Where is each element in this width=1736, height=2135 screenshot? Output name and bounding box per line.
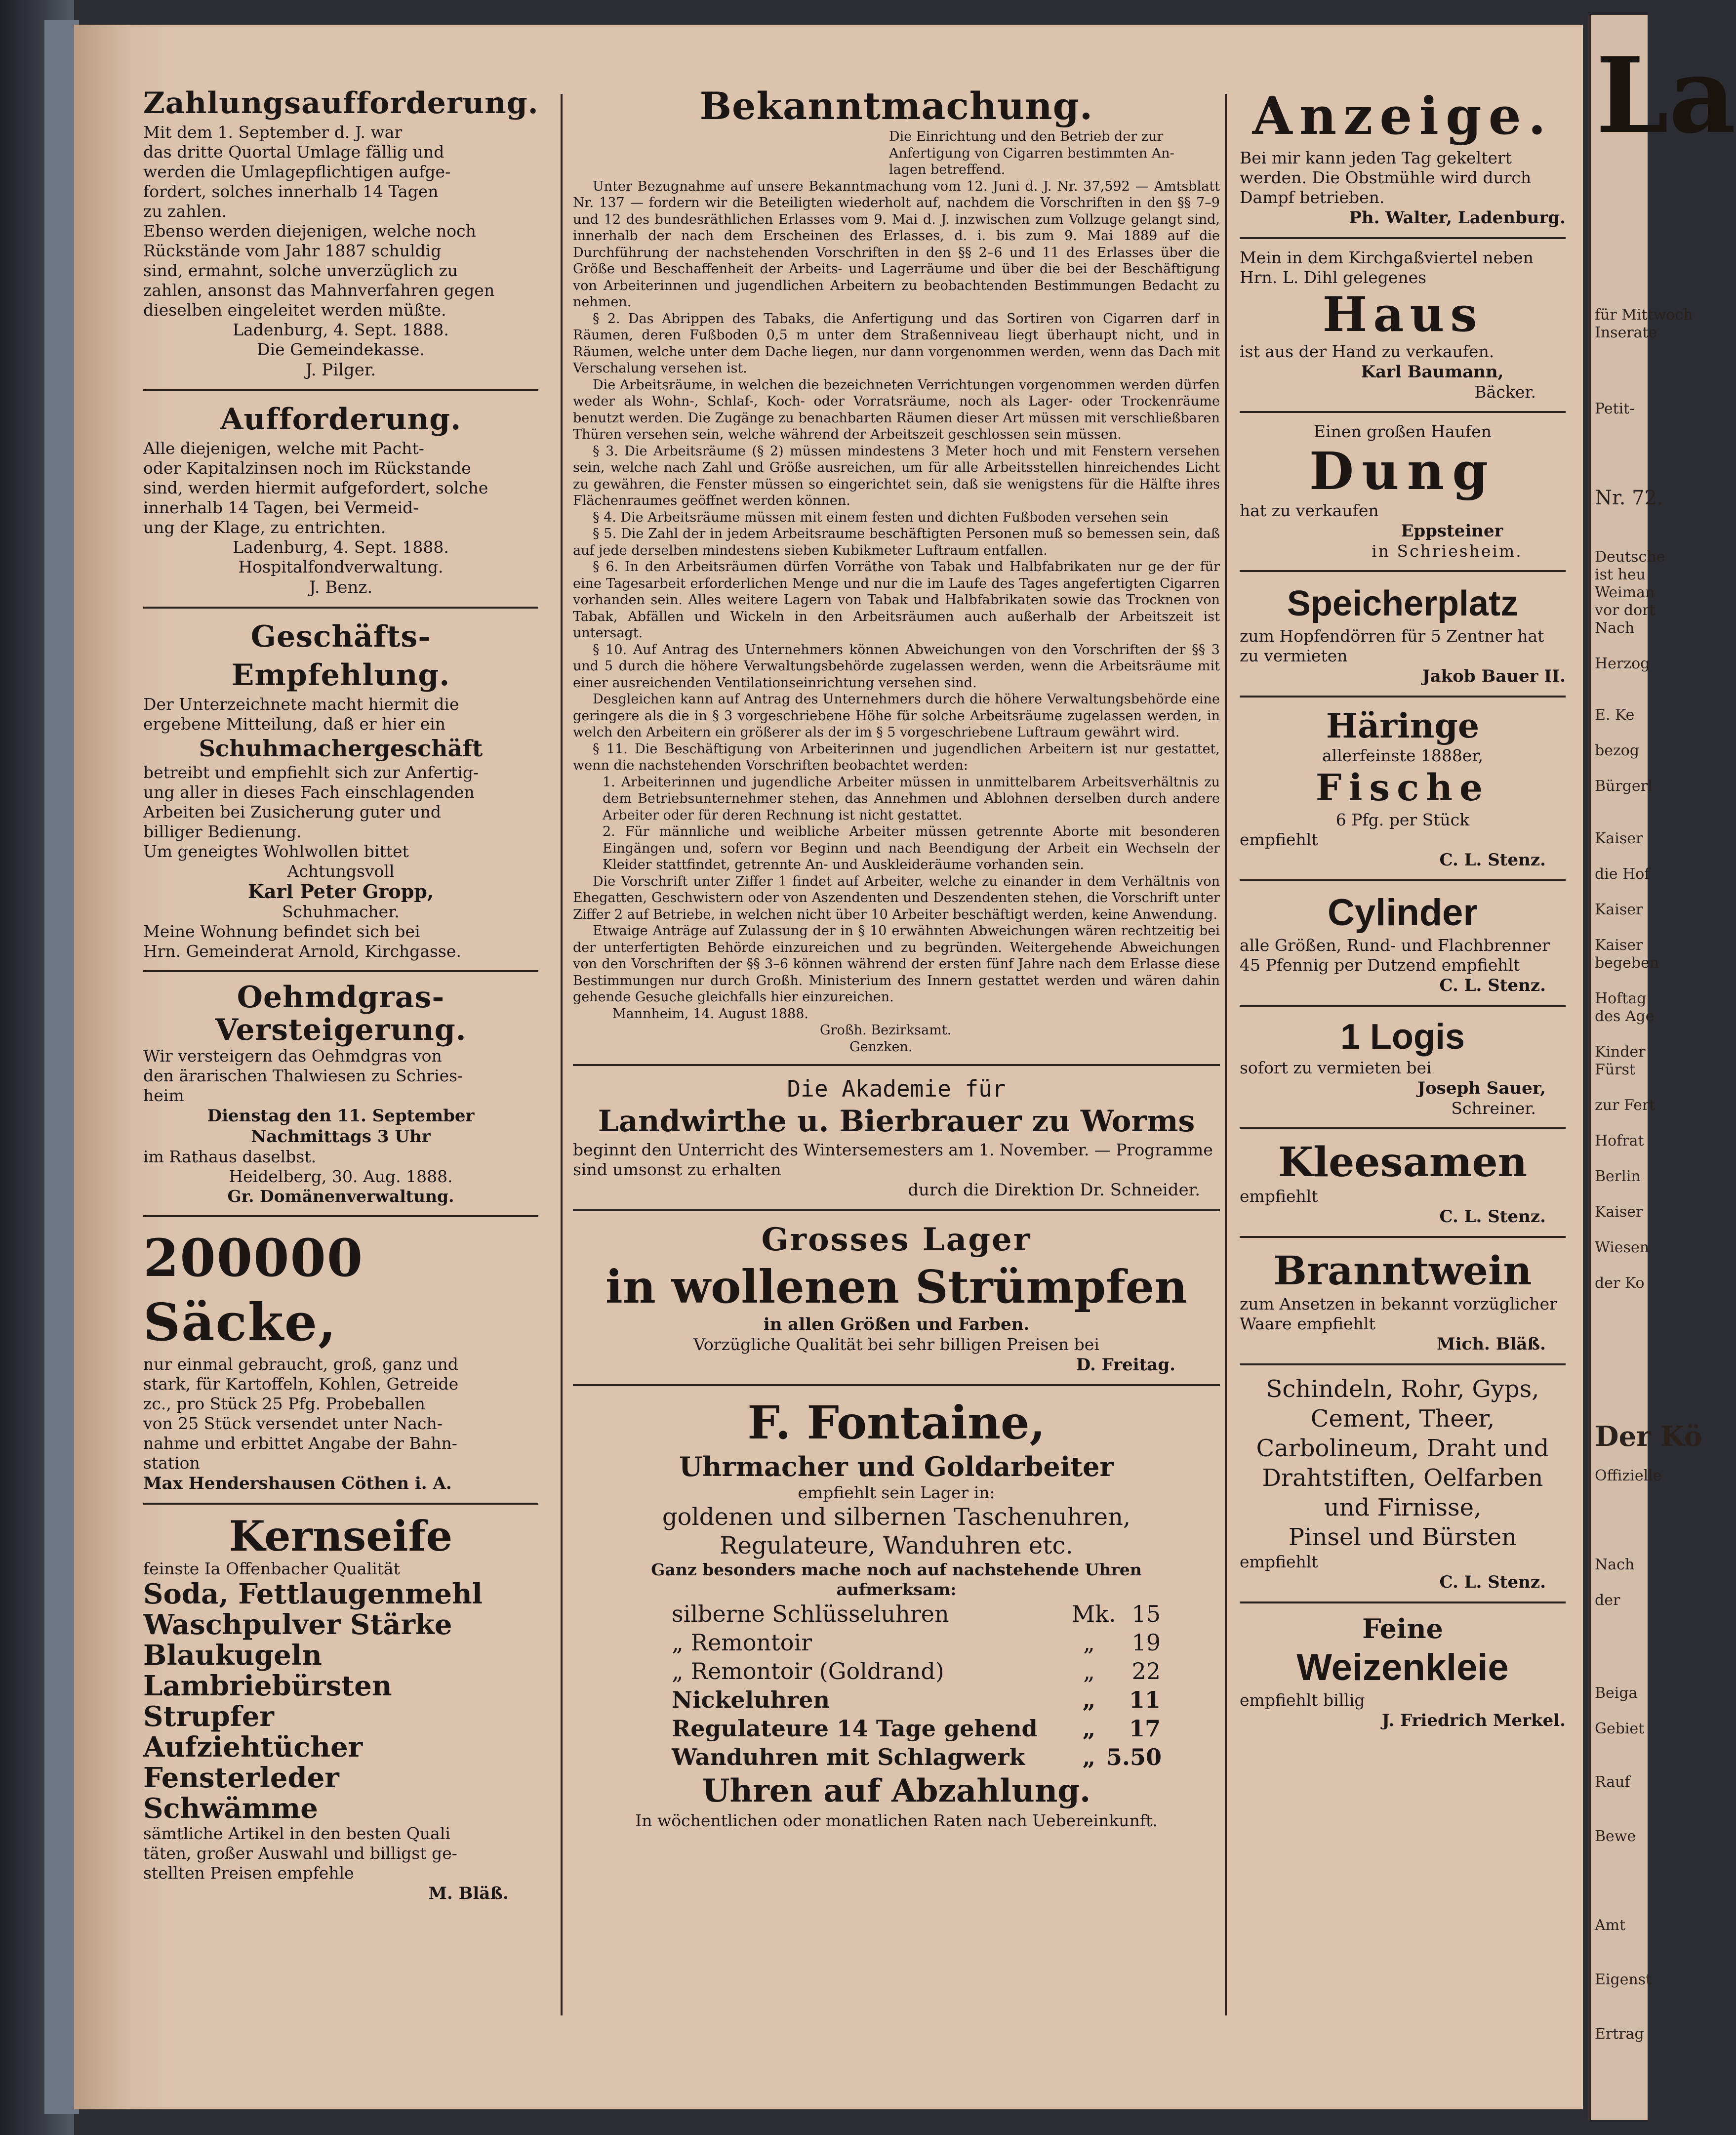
notice-paragraph: § 4. Die Arbeitsräume müssen mit einem festen und dichten Fußboden versehen sein xyxy=(593,509,1169,525)
product-item: Blaukugeln xyxy=(143,1639,322,1672)
ad-title: Weizenkleie xyxy=(1296,1646,1509,1688)
ad-line: sofort zu vermieten bei xyxy=(1240,1058,1432,1077)
ad-zahlungsaufforderung xyxy=(143,84,538,380)
price-unit: „ xyxy=(1082,1715,1096,1742)
text-line: betreibt und empfiehlt sich zur Anfertig- xyxy=(143,763,479,782)
text-line: zu zahlen. xyxy=(143,202,227,221)
text-fragment: Offizielle xyxy=(1595,1467,1662,1484)
notice-paragraph: Unter Bezugnahme auf unsere Bekanntmachung vom 12. Juni d. J. Nr. 37,592 — Amtsblatt Nr. 137 — fordern wir die Beteiligten wiederholt auf, nachdem die Vorschriften in den §§ 7–9 und 12 des bundesräthlichen Erlasses vom 9. Mai d. J. inzwischen zum Vollzuge gelangt sind, innerhalb der nach dem Erscheinen des Erlasses, d. i. bis zum 9. Mai 1889 auf die Durchführung der nachstehenden Vorschriften in den §§ 2–6 und 11 des Erlasses über die Größe und Beschaffenheit der Arbeits- und Lagerräume und über die bei der Beschäftigung von Arbeiterinnen und jugendlichen Arbeitern zu beobachtenden Bestimmungen Bedacht zu nehmen. xyxy=(573,178,1220,310)
ad-title: Uhren auf Abzahlung. xyxy=(702,1772,1091,1809)
ad-office: Gr. Domänenverwaltung. xyxy=(227,1187,454,1206)
text-line: ung aller in dieses Fach einschlagenden xyxy=(143,782,475,802)
ad-line: empfiehlt xyxy=(1240,830,1318,849)
ad-title: Aufforderung. xyxy=(220,402,462,437)
newspaper-page xyxy=(74,25,1583,2109)
price-value: 19 xyxy=(1131,1629,1161,1656)
ad-title: F. Fontaine, xyxy=(747,1396,1046,1449)
ad-text xyxy=(143,1046,538,1106)
text-line: stellten Preisen empfehle xyxy=(143,1863,354,1883)
product-item: Schindeln, Rohr, Gyps, xyxy=(1266,1375,1539,1403)
ad-title: 200000 Säcke, xyxy=(143,1228,364,1353)
ad-signer: Karl Peter Gropp, xyxy=(247,880,434,903)
text-fragment: Kaiser xyxy=(1595,830,1643,847)
text-fragment: Hofrat xyxy=(1595,1132,1644,1150)
price-unit: „ xyxy=(1083,1629,1095,1656)
text-line: dieselben eingeleitet werden müßte. xyxy=(143,300,446,320)
ad-regards: Achtungsvoll xyxy=(287,862,395,881)
text-line: den ärarischen Thalwiesen zu Schries- xyxy=(143,1066,463,1085)
ad-line: hat zu verkaufen xyxy=(1240,501,1379,520)
text-line: nur einmal gebraucht, groß, ganz und xyxy=(143,1355,458,1374)
price-row xyxy=(672,1714,1161,1743)
product-item: Drahtstiften, Oelfarben xyxy=(1262,1464,1543,1492)
ad-text xyxy=(1240,248,1566,287)
ad-title: Cylinder xyxy=(1327,892,1478,934)
text-fragment: Weiman xyxy=(1595,584,1655,601)
text-line: zum Ansetzen in bekannt vorzüglicher xyxy=(1240,1294,1557,1314)
ad-trade: Schuhmacher. xyxy=(282,902,400,921)
divider xyxy=(1240,570,1566,572)
text-line: das dritte Quortal Umlage fällig und xyxy=(143,142,444,162)
text-fragment: Amt xyxy=(1595,1917,1626,1934)
text-line: alle Größen, Rund- und Flachbrenner xyxy=(1240,936,1550,955)
text-fragment: Deutsche xyxy=(1595,548,1665,566)
ad-date-line: Nachmittags 3 Uhr xyxy=(251,1127,431,1147)
product-item: Soda, Fettlaugenmehl xyxy=(143,1578,483,1610)
ad-haeringe xyxy=(1240,706,1566,870)
price-value: 5.50 xyxy=(1106,1744,1162,1770)
ad-text xyxy=(143,763,538,862)
product-item: Lambriebürsten xyxy=(143,1670,392,1702)
text-line: Regulateure, Wanduhren etc. xyxy=(720,1532,1073,1560)
divider xyxy=(1240,1127,1566,1129)
ad-anzeige xyxy=(1240,84,1566,228)
ad-title: Haus xyxy=(1322,287,1483,342)
text-line: Rückstände vom Jahr 1887 schuldig xyxy=(143,241,442,260)
text-fragment: Rauf xyxy=(1595,1773,1630,1791)
divider xyxy=(573,1209,1220,1211)
text-line: Arbeiten bei Zusicherung guter und xyxy=(143,802,441,821)
text-line: ung der Klage, zu entrichten. xyxy=(143,518,386,537)
ad-title: Anzeige. xyxy=(1252,85,1553,146)
text-line: billiger Bedienung. xyxy=(143,822,302,841)
price-value: 17 xyxy=(1129,1715,1161,1742)
ad-goods xyxy=(603,1503,1190,1560)
ad-text xyxy=(143,439,538,537)
product-item: Aufziehtücher xyxy=(143,1731,363,1764)
ad-items xyxy=(1240,1374,1566,1552)
text-line: sind, ermahnt, solche unverzüglich zu xyxy=(143,261,458,280)
text-line: Anfertigung von Cigarren bestimmten An- xyxy=(889,145,1174,161)
ad-title: Häringe xyxy=(1326,706,1480,746)
price-row xyxy=(672,1743,1161,1771)
ad-items xyxy=(143,1579,538,1824)
divider xyxy=(1240,1601,1566,1603)
text-line: beginnt den Unterricht des Wintersemesters am 1. November. — Programme xyxy=(573,1140,1213,1159)
ad-signer: C. L. Stenz. xyxy=(1439,1572,1546,1592)
text-fragment: Bewe xyxy=(1595,1828,1636,1845)
ad-date: Heidelberg, 30. Aug. 1888. xyxy=(229,1167,453,1186)
ad-signer: Eppsteiner xyxy=(1401,521,1503,541)
text-line: sämtliche Artikel in den besten Quali xyxy=(143,1824,450,1843)
ad-signer: C. L. Stenz. xyxy=(1439,976,1546,995)
text-line: sind umsonst zu erhalten xyxy=(573,1160,781,1179)
text-line: werden die Umlagepflichtigen aufge- xyxy=(143,162,451,181)
ad-title: Feine xyxy=(1362,1613,1443,1644)
text-line: nahme und erbittet Angabe der Bahn- xyxy=(143,1434,457,1453)
ad-dung xyxy=(1240,422,1566,561)
text-line: Waare empfiehlt xyxy=(1240,1314,1375,1333)
product-item: Cement, Theer, xyxy=(1310,1405,1495,1433)
divider xyxy=(573,1384,1220,1386)
text-line: Wir versteigern das Oehmdgras von xyxy=(143,1046,442,1066)
ad-signer: durch die Direktion Dr. Schneider. xyxy=(908,1180,1200,1200)
text-line: Die Einrichtung und den Betrieb der zur xyxy=(889,129,1164,144)
ad-weizenkleie xyxy=(1240,1612,1566,1731)
text-fragment: Eigenst xyxy=(1595,1971,1652,1988)
notice-office: Großh. Bezirksamt. xyxy=(820,1023,952,1038)
text-fragment: E. Ke xyxy=(1595,706,1635,724)
ad-title: Versteigerung. xyxy=(215,1013,467,1047)
ad-text xyxy=(1240,1294,1566,1334)
divider xyxy=(1240,411,1566,413)
ad-line: empfiehlt xyxy=(1240,1552,1318,1571)
price-label: „ Remontoir (Goldrand) xyxy=(672,1658,944,1684)
text-fragment: Beiga xyxy=(1595,1684,1638,1702)
price-row xyxy=(672,1600,1161,1628)
ad-line: empfiehlt sein Lager in: xyxy=(798,1483,995,1502)
text-fragment: Gebiet xyxy=(1595,1720,1645,1737)
ad-oehmdgras xyxy=(143,981,538,1206)
text-fragment: Bürgerl xyxy=(1595,778,1653,795)
text-fragment: Kaiser xyxy=(1595,937,1643,954)
text-fragment: Petit- xyxy=(1595,400,1635,417)
ad-place: im Rathaus daselbst. xyxy=(143,1147,317,1166)
ad-saecke xyxy=(143,1226,538,1494)
ad-text xyxy=(143,695,538,734)
notice-bekanntmachung xyxy=(573,84,1220,1055)
divider xyxy=(1240,1236,1566,1238)
ad-strümpfe xyxy=(573,1220,1220,1375)
ad-text xyxy=(1240,936,1566,975)
text-line: von 25 Stück versendet unter Nach- xyxy=(143,1414,443,1433)
price-label: „ Remontoir xyxy=(672,1629,812,1656)
divider xyxy=(1240,1005,1566,1007)
ad-title: in wollenen Strümpfen xyxy=(605,1260,1188,1314)
product-item: Waschpulver Stärke xyxy=(143,1608,452,1641)
text-line: fordert, solches innerhalb 14 Tagen xyxy=(143,182,439,201)
notice-paragraph: Desgleichen kann auf Antrag des Unternehmers durch die höhere Verwaltungsbehörde eine geringere als die in § 3 vorgeschriebene Höhe für solche Arbeitsräume zugelassen werden, in welch den Arbeitern ein größerer als der im § 5 vorgeschriebene Luftraum gewährt wird. xyxy=(573,692,1220,740)
ad-signer: D. Freitag. xyxy=(1076,1355,1175,1375)
price-value: 15 xyxy=(1131,1601,1161,1627)
divider xyxy=(1240,879,1566,881)
text-fragment: Kaiser xyxy=(1595,901,1643,918)
ad-line: empfiehlt billig xyxy=(1240,1690,1365,1710)
ad-signer: Jakob Bauer II. xyxy=(1422,666,1566,686)
ad-geschaeftsempfehlung xyxy=(143,617,538,961)
ad-trade: Schreiner. xyxy=(1451,1099,1536,1118)
ad-title: Oehmdgras- xyxy=(237,980,445,1015)
ad-signer: Karl Baumann, xyxy=(1361,362,1504,382)
ad-signer: Joseph Sauer, xyxy=(1417,1078,1546,1098)
text-fragment: Der Kö xyxy=(1595,1420,1702,1453)
price-label: silberne Schlüsseluhren xyxy=(672,1601,949,1627)
text-fragment: Nach xyxy=(1595,1556,1635,1573)
divider xyxy=(143,607,538,609)
ad-kleesamen xyxy=(1240,1138,1566,1227)
product-item: Strupfer xyxy=(143,1700,274,1733)
text-fragment: Nach xyxy=(1595,619,1635,637)
ad-office: Die Gemeindekasse. xyxy=(257,340,425,359)
price-unit: „ xyxy=(1083,1658,1095,1684)
text-line: Dampf betrieben. xyxy=(1240,188,1385,207)
notice-paragraph: § 5. Die Zahl der in jedem Arbeitsraume beschäftigten Personen muß so bemessen sein, daß auf jede derselben mindestens sieben Kubikmeter Luftraum entfallen. xyxy=(573,526,1220,558)
column-3 xyxy=(1240,84,1566,1731)
product-item: Pinsel und Bürsten xyxy=(1288,1523,1517,1551)
notice-paragraph: § 3. Die Arbeitsräume (§ 2) müssen mindestens 3 Meter hoch und mit Fenstern versehen sein, welche nach Zahl und Größe ausreichen, um für alle Arbeitsstellen hinreichendes Licht zu gewähren, die Fenster müssen so eingerichtet sein, daß sie wenigstens für die Hälfte ihres Flächenraumes geöffnet werden können. xyxy=(573,443,1220,508)
text-fragment: der Ko xyxy=(1595,1274,1645,1292)
price-row xyxy=(672,1628,1161,1657)
text-line: täten, großer Auswahl und billigst ge- xyxy=(143,1844,457,1863)
text-line: heim xyxy=(143,1086,184,1105)
text-line: Meine Wohnung befindet sich bei xyxy=(143,922,420,941)
ad-cylinder xyxy=(1240,890,1566,996)
text-fragment: vor dort xyxy=(1595,602,1655,619)
divider xyxy=(1240,696,1566,698)
notice-paragraph: § 2. Das Abrippen des Tabaks, die Anfertigung und das Sortiren von Cigarren darf in Räumen, deren Fußboden 0,5 m unter dem Straßenniveau liegt überhaupt nicht, und in Räumen, welche unter dem Dache liegen, nur dann vorgenommen werden, wenn das Dach mit Verschalung versehen ist. xyxy=(573,311,1220,376)
text-line: Hrn. L. Dihl gelegenes xyxy=(1240,268,1427,287)
notice-paragraph: § 10. Auf Antrag des Unternehmers können Abweichungen von den Vorschriften der §§ 3 und 5 durch die höhere Verwaltungsbehörde zugelassen werden, wenn die Arbeitsräume mit einer ausreichenden Ventilationseinrichtung versehen sind. xyxy=(573,642,1220,691)
ad-haus xyxy=(1240,248,1566,402)
divider xyxy=(143,970,538,972)
text-line: Der Unterzeichnete macht hiermit die xyxy=(143,695,459,714)
text-fragment: Inserate xyxy=(1595,324,1657,341)
notice-paragraph: Die Arbeitsräume, in welchen die bezeichneten Verrichtungen vorgenommen werden dürfen weder als Wohn-, Schlaf-, Koch- oder Vorratsräume, noch als Lager- oder Trockenräume benutzt werden. Die Zugänge zu benachbarten Räumen dieser Art müssen mit verschließbaren Thüren versehen sein, welche während der Arbeitszeit geschlossen sein müssen. xyxy=(573,377,1220,442)
text-line: Mit dem 1. September d. J. war xyxy=(143,123,403,142)
ad-subtitle: Uhrmacher und Goldarbeiter xyxy=(679,1451,1114,1482)
divider xyxy=(573,1064,1220,1066)
text-line: innerhalb 14 Tagen, bei Vermeid- xyxy=(143,498,419,517)
price-label: Nickeluhren xyxy=(672,1686,830,1713)
divider xyxy=(143,1503,538,1505)
column-divider xyxy=(1225,94,1227,2015)
text-fragment: ist heu xyxy=(1595,566,1646,583)
text-fragment: für Mittwoch xyxy=(1595,306,1693,324)
text-fragment: Hoftag xyxy=(1595,990,1647,1007)
product-item: Schwämme xyxy=(143,1792,318,1825)
notice-date: Mannheim, 14. August 1888. xyxy=(612,1006,808,1022)
product-item: und Firnisse, xyxy=(1324,1494,1482,1521)
ad-trade: Bäcker. xyxy=(1474,382,1536,402)
ad-signer: Max Hendershausen Cöthen i. A. xyxy=(143,1474,452,1493)
notice-paragraph: § 11. Die Beschäftigung von Arbeiterinnen und jugendlichen Arbeitern ist nur gestattet, wenn die nachstehenden Vorschriften beobachtet werden: xyxy=(573,741,1220,773)
ad-title: Kernseife xyxy=(229,1512,453,1560)
text-line: sind, werden hiermit aufgefordert, solche xyxy=(143,478,488,497)
text-line: werden. Die Obstmühle wird durch xyxy=(1240,168,1532,187)
text-fragment: Wiesen xyxy=(1595,1239,1650,1256)
notice-subject xyxy=(889,128,1220,178)
text-line: Bei mir kann jeden Tag gekeltert xyxy=(1240,148,1512,167)
ad-line: 6 Pfg. per Stück xyxy=(1335,810,1470,829)
ad-line: Einen großen Haufen xyxy=(1314,422,1492,441)
text-fragment: des Age xyxy=(1595,1008,1655,1025)
text-line: oder Kapitalzinsen noch im Rückstande xyxy=(143,458,471,478)
notice-signer: Genzken. xyxy=(849,1039,913,1055)
product-item: Carbolineum, Draht und xyxy=(1256,1435,1549,1462)
adjacent-page xyxy=(1588,15,1736,2120)
column-2 xyxy=(573,84,1220,1831)
ad-logis xyxy=(1240,1016,1566,1118)
text-line: Mein in dem Kirchgaßviertel neben xyxy=(1240,248,1534,267)
ad-speicherplatz xyxy=(1240,581,1566,687)
ad-fontaine xyxy=(573,1395,1220,1831)
text-fragment: Kaiser xyxy=(1595,1203,1643,1221)
ad-akademie xyxy=(573,1075,1220,1200)
text-fragment: Nr. 72. xyxy=(1595,487,1663,509)
ad-title: Grosses Lager xyxy=(761,1221,1032,1258)
price-value: 11 xyxy=(1129,1686,1161,1713)
ad-line: allerfeinste 1888er, xyxy=(1322,746,1483,765)
ad-line: ist aus der Hand zu verkaufen. xyxy=(1240,342,1494,361)
price-value: 22 xyxy=(1131,1658,1161,1684)
divider xyxy=(143,389,538,391)
ad-line: Vorzügliche Qualität bei sehr billigen Preisen bei xyxy=(693,1335,1099,1354)
text-line: zu vermieten xyxy=(1240,646,1348,665)
text-line: Ebenso werden diejenigen, welche noch xyxy=(143,221,476,241)
text-line: Hrn. Gemeinderat Arnold, Kirchgasse. xyxy=(143,942,461,961)
text-fragment: Ertrag xyxy=(1595,2025,1644,2043)
ad-place: in Schriesheim. xyxy=(1372,541,1523,561)
ad-text xyxy=(143,1824,538,1883)
text-fragment: Kinder xyxy=(1595,1043,1646,1061)
ad-office: Hospitalfondverwaltung. xyxy=(238,557,444,576)
text-line: zahlen, ansonst das Mahnverfahren gegen xyxy=(143,281,495,300)
ad-title: Fische xyxy=(1315,767,1490,809)
column-1 xyxy=(143,84,538,1904)
notice-body xyxy=(573,178,1220,1006)
product-item: Fensterleder xyxy=(143,1762,339,1794)
text-fragment: der xyxy=(1595,1592,1620,1609)
ad-kernseife xyxy=(143,1514,538,1904)
ad-signer: M. Bläß. xyxy=(428,1884,509,1903)
text-fragment: bezog xyxy=(1595,742,1640,759)
ad-date: Ladenburg, 4. Sept. 1888. xyxy=(233,537,449,557)
text-fragment: Berlin xyxy=(1595,1168,1641,1185)
text-line: ergebene Mitteilung, daß er hier ein xyxy=(143,714,446,734)
ad-subtitle: feinste Ia Offenbacher Qualität xyxy=(143,1559,400,1578)
text-line: Alle diejenigen, welche mit Pacht- xyxy=(143,439,424,458)
text-fragment: Herzog xyxy=(1595,655,1650,672)
ad-title: 1 Logis xyxy=(1340,1017,1465,1057)
ad-signer: C. L. Stenz. xyxy=(1439,1207,1546,1227)
ad-title: Dung xyxy=(1309,441,1496,501)
ad-address xyxy=(143,922,538,961)
ad-text xyxy=(573,1140,1220,1180)
notice-paragraph: 1. Arbeiterinnen und jugendliche Arbeiter müssen in unmittelbarem Arbeitsverhältnis zu dem Betriebsunternehmer stehen, das Annehmen und Ablohnen derselben durch andere Arbeiter oder für deren Rechnung ist nicht gestattet. xyxy=(603,774,1220,823)
ad-signer: Mich. Bläß. xyxy=(1437,1334,1546,1354)
text-fragment: die Hof xyxy=(1595,865,1650,883)
ad-signer: J. Friedrich Merkel. xyxy=(1381,1711,1566,1730)
ad-signer: C. L. Stenz. xyxy=(1439,850,1546,870)
ad-date-line: Dienstag den 11. September xyxy=(207,1106,475,1126)
price-unit: Mk. xyxy=(1072,1601,1116,1627)
notice-paragraph: Die Vorschrift unter Ziffer 1 findet auf Arbeiter, welche zu einander in dem Verhältnis von Ehegatten, Geschwistern oder von Aszendenten und Deszendenten stehen, die Vorschrift unter Ziffer 2 auf Betriebe, in welchen nicht über 10 Arbeiter beschäftigt werden, keine Anwendung. xyxy=(573,873,1220,922)
ad-branntwein xyxy=(1240,1247,1566,1355)
price-label: Regulateure 14 Tage gehend xyxy=(672,1715,1038,1742)
text-line: 45 Pfennig per Dutzend empfiehlt xyxy=(1240,955,1520,975)
price-list xyxy=(603,1600,1190,1771)
ad-date: Ladenburg, 4. Sept. 1888. xyxy=(233,320,449,339)
column-divider xyxy=(561,94,563,2015)
text-fragment: begeben xyxy=(1595,954,1659,972)
ad-title: Branntwein xyxy=(1273,1247,1532,1294)
text-line: Um geneigtes Wohlwollen bittet xyxy=(143,842,409,861)
ad-baustoffe xyxy=(1240,1374,1566,1593)
divider xyxy=(1240,237,1566,239)
ad-line: Die Akademie für xyxy=(787,1075,1006,1102)
text-fragment: Fürst xyxy=(1595,1061,1635,1078)
price-unit: „ xyxy=(1082,1744,1096,1770)
divider xyxy=(1240,1363,1566,1365)
ad-text xyxy=(143,1355,538,1473)
price-row xyxy=(672,1685,1161,1714)
ad-signer: J. Benz. xyxy=(309,577,373,597)
ad-title: Zahlungsaufforderung. xyxy=(143,86,539,121)
notice-paragraph: 2. Für männliche und weibliche Arbeiter müssen getrennte Aborte mit besonderen Eingängen und, sofern vor Beginn und nach Beendigung der Arbeit ein Wechseln der Kleider stattfindet, getrennte An- und Auskleideräume vorhanden sein. xyxy=(603,824,1220,872)
ad-title: Geschäfts-Empfehlung. xyxy=(231,619,450,693)
text-line: stark, für Kartoffeln, Kohlen, Getreide xyxy=(143,1374,459,1394)
ad-text xyxy=(1240,626,1566,666)
ad-title: Landwirthe u. Bierbrauer zu Worms xyxy=(598,1104,1195,1139)
price-label: Wanduhren mit Schlagwerk xyxy=(672,1744,1025,1770)
notice-title: Bekanntmachung. xyxy=(699,84,1093,128)
ad-text xyxy=(143,123,538,320)
text-line: lagen betreffend. xyxy=(889,162,1006,177)
price-row xyxy=(672,1657,1161,1685)
ad-footer: In wöchentlichen oder monatlichen Raten nach Uebereinkunft. xyxy=(635,1811,1158,1830)
text-line: goldenen und silbernen Taschenuhren, xyxy=(662,1503,1131,1531)
notice-paragraph: Etwaige Anträge auf Zulassung der in § 10 erwähnten Abweichungen wären rechtzeitig bei der unterfertigten Behörde einzureichen und zu begründen. Weitergehende Abweichungen von den Vorschriften der §§ 3–6 können während der ersten fünf Jahre nach dem Erlasse diese Bestimmungen nur durch Großh. Ministerium des Innern gestattet werden und wären dahin gehende Gesuche gleichfalls hier einzureichen. xyxy=(573,923,1220,1005)
text-line: station xyxy=(143,1453,200,1473)
ad-aufforderung xyxy=(143,400,538,598)
divider xyxy=(143,1215,538,1217)
ad-line: empfiehlt xyxy=(1240,1187,1318,1206)
ad-title: Speicherplatz xyxy=(1287,584,1519,623)
ad-signer: J. Pilger. xyxy=(305,360,376,380)
text-line: zum Hopfendörren für 5 Zentner hat xyxy=(1240,626,1544,646)
ad-highlight: Schuhmachergeschäft xyxy=(199,735,483,762)
ad-signer: Ph. Walter, Ladenburg. xyxy=(1349,208,1566,228)
notice-paragraph: § 6. In den Arbeitsräumen dürfen Vorräthe von Tabak und Halbfabrikaten nur ge der für eine Tagesarbeit erforderlichen Menge und nur die im Laufe des Tages angefertigten Cigarren vorhanden sein. Alles weitere Lagern von Tabak und Halbfabrikaten sowie das Trocknen von Tabak, Abfällen und Wickeln in den Arbeitsräumen auch außerhalb der Arbeitszeit ist untersagt. xyxy=(573,559,1220,641)
ad-text xyxy=(1240,148,1566,207)
text-fragment: zur Fert xyxy=(1595,1097,1655,1114)
ad-note: Ganz besonders mache noch auf nachstehende Uhren aufmerksam: xyxy=(651,1560,1142,1599)
text-line: zc., pro Stück 25 Pfg. Probeballen xyxy=(143,1394,425,1413)
price-unit: „ xyxy=(1082,1686,1096,1713)
masthead-fragment: La xyxy=(1596,35,1736,157)
ad-line: in allen Größen und Farben. xyxy=(763,1314,1030,1334)
ad-title: Kleesamen xyxy=(1278,1139,1528,1186)
